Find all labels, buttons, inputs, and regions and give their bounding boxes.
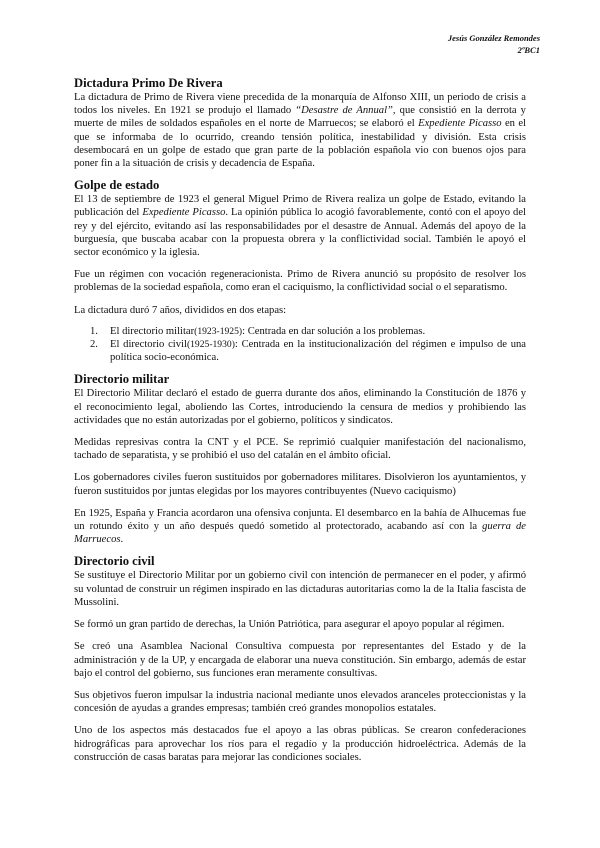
militar-paragraph-3: Los gobernadores civiles fueron sustituidos por gobernadores militares. Disolvieron los ayuntamientos, y fueron sustituidos por juntas elegidas por los mayores contribuyentes (Nuevo caciquismo) [74,472,526,497]
golpe-paragraph-2: Fue un régimen con vocación regeneracionista. Primo de Rivera anunció su propósito de resolver los problemas de la sociedad española, como eran el caciquismo, la conflictividad social o el separatismo. [74,269,526,294]
section-title-golpe: Golpe de estado [74,178,160,193]
document-body [74,76,526,764]
list-item: 2. El directorio civil(1925-1930): Centrada en la institucionalización del régimen e impulso de una política socio-económica. [90,339,526,364]
stages-list [74,325,526,365]
intro-paragraph: La dictadura de Primo de Rivera viene precedida de la monarquía de Alfonso XIII, un periodo de crisis a todos los niveles. En 1921 se produjo el llamado “Desastre de Annual”, que consistió en la derrota y muerte de miles de soldados españoles en el norte de Marruecos; se elaboró el Expediente Picasso en el que se informaba de lo ocurrido, creando tensión política, inestabilidad y división. Esta crisis desembocará en un golpe de estado que gran parte de la población española vio con buenos ojos para poner fin a la situación de crisis y decadencia de España. [74,92,526,170]
page-header [448,32,540,56]
course-label: 2ºBC1 [517,45,540,55]
list-item: 1. El directorio militar(1923-1925): Centrada en dar solución a los problemas. [90,325,426,337]
civil-paragraph-4: Sus objetivos fueron impulsar la industria nacional mediante unos elevados aranceles proteccionistas y la concesión de ayudas a grandes empresas; también creó grandes monopolios estatales. [74,689,526,715]
section-title-directorio-militar: Directorio militar [74,372,170,387]
main-title: Dictadura Primo De Rivera [74,76,223,90]
militar-paragraph-1: El Directorio Militar declaró el estado de guerra durante dos años, eliminando la Constitución de 1876 y el reconocimiento legal, aboliendo las Cortes, introduciendo la censura de medios y prohibiendo las actividades que no están autorizadas por el gobierno, políticos y sindicatos. [74,388,526,426]
civil-paragraph-2: Se formó un gran partido de derechas, la Unión Patriótica, para asegurar el apoyo popular al régimen. [74,619,505,631]
author-name: Jesús González Remondes [447,33,540,43]
civil-paragraph-3: Se creó una Asamblea Nacional Consultiva compuesta por representantes del Estado y de la administración y de la UP, y encargada de elaborar una nueva constitución. Sin embargo, además de estar bajo el control del gobierno, sus funciones eran meramente consultivas. [74,641,526,679]
golpe-paragraph-3: La dictadura duró 7 años, divididos en dos etapas: [74,304,287,316]
civil-paragraph-1: Se sustituye el Directorio Militar por un gobierno civil con intención de permanecer en el poder, y afirmó su voluntad de construir un régimen inspirado en las dictaduras autoritarias como la de la Italia fascista de Mussolini. [74,570,526,608]
section-title-directorio-civil: Directorio civil [74,554,155,569]
militar-paragraph-4: En 1925, España y Francia acordaron una ofensiva conjunta. El desembarco en la bahía de Alhucemas fue un rotundo éxito y un año después quedó sometido al protectorado, acabando así con la guerra de Marruecos. [74,507,526,546]
civil-paragraph-5: Uno de los aspectos más destacados fue el apoyo a las obras públicas. Se crearon confederaciones hidrográficas para aprovechar los ríos para el regadío y la producción hidroeléctrica. Además de la construcción de casas baratas para mejorar las condiciones sociales. [74,725,526,763]
golpe-paragraph-1: El 13 de septiembre de 1923 el general Miguel Primo de Rivera realiza un golpe de Estado, evitando la publicación del Expediente Picasso. La opinión pública lo acogió favorablemente, contó con el apoyo del rey y del ejército, evitando así las responsabilidades por el desastre de Annual. Además del apoyo de la burguesía, que buscaba acabar con la propuesta obrera y la conflictividad social. También le apoyó el sector económico y la iglesia. [74,194,526,259]
militar-paragraph-2: Medidas represivas contra la CNT y el PCE. Se reprimió cualquier manifestación del nacionalismo, tachado de separatista, y se prohibió el uso del catalán en el ámbito oficial. [74,437,526,462]
